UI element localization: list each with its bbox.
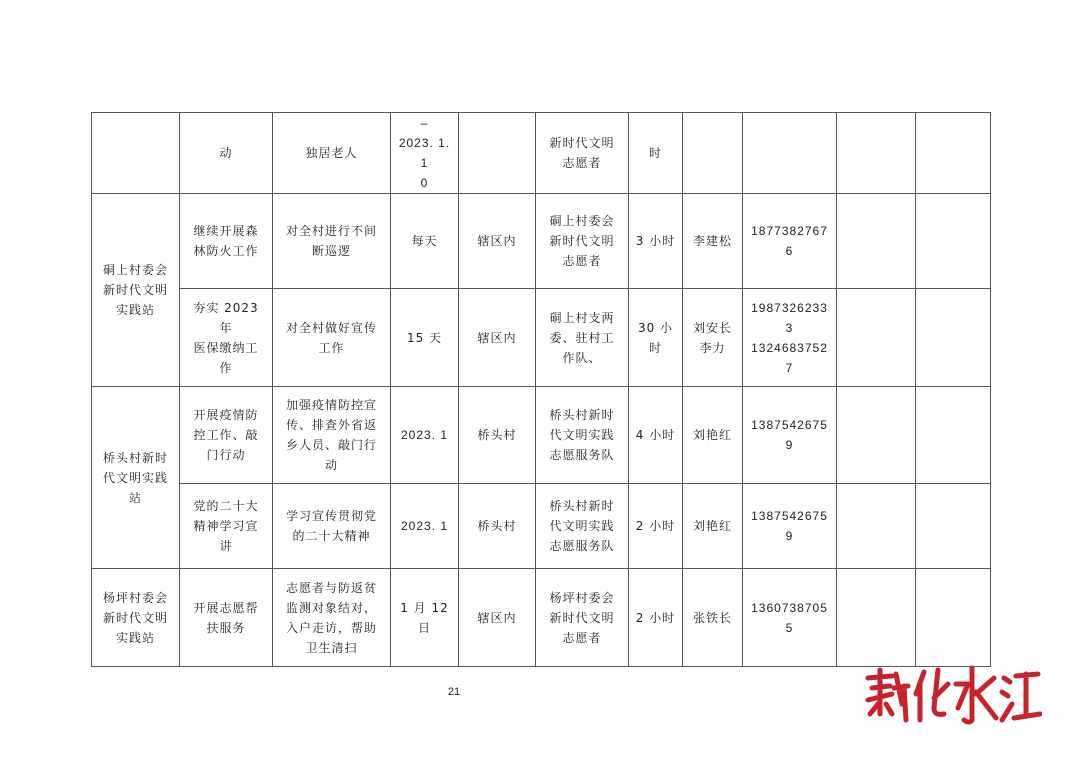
cell-station xyxy=(92,569,180,667)
cell-duration xyxy=(629,484,683,569)
cell-participants xyxy=(536,484,629,569)
cell-duration xyxy=(629,113,683,194)
cell-station xyxy=(92,113,180,194)
cell-text-line: 加强疫情防控宣 xyxy=(285,398,377,412)
cell-project xyxy=(180,484,273,569)
table-row xyxy=(92,387,991,484)
cell-text-line: 动 xyxy=(219,146,233,160)
cell-text-line: 1 月 12 xyxy=(400,600,449,615)
cell-text-line: 时 xyxy=(648,340,662,355)
cell-duration xyxy=(629,569,683,667)
cell-contact xyxy=(683,484,743,569)
cell-time xyxy=(391,569,459,667)
cell-text-line: 辖区内 xyxy=(477,234,517,248)
cell-text-line: 18773827676 xyxy=(751,224,828,258)
cell-text-line: – xyxy=(420,116,429,130)
cell-text-line: 作 xyxy=(219,360,233,375)
cell-phone xyxy=(743,569,837,667)
table-row xyxy=(92,194,991,289)
cell-text-line: 党的二十大 xyxy=(193,499,259,513)
table-row xyxy=(92,484,991,569)
cell-participants xyxy=(536,113,629,194)
cell-text-line: 新时代文明 xyxy=(549,234,615,248)
cell-content xyxy=(273,113,391,194)
cell-contact xyxy=(683,289,743,387)
cell-contact xyxy=(683,113,743,194)
cell-text-line: 张铁长 xyxy=(692,610,732,625)
page-number: 21 xyxy=(447,686,461,698)
cell-text-line: 志愿服务队 xyxy=(549,448,615,462)
cell-text-line: 门行动 xyxy=(206,448,246,462)
cell-phone xyxy=(743,289,837,387)
cell-extra xyxy=(916,194,991,289)
cell-time xyxy=(391,113,459,194)
cell-text-line: 志愿服务队 xyxy=(549,539,615,553)
cell-text-line: 19873262333 xyxy=(751,300,828,335)
cell-text-line: 开展疫情防 xyxy=(193,408,259,422)
cell-text-line: 刘安长 xyxy=(692,320,732,335)
cell-text-line: 13607387055 xyxy=(751,600,828,635)
cell-text-line: 扶服务 xyxy=(206,620,246,635)
cell-time xyxy=(391,484,459,569)
cell-text-line: 3 小时 xyxy=(635,234,676,248)
cell-text-line: 每天 xyxy=(411,234,438,248)
cell-text-line: 2 小时 xyxy=(635,610,676,625)
cell-phone xyxy=(743,484,837,569)
cell-text-line: 实践站 xyxy=(115,630,155,645)
cell-extra xyxy=(916,113,991,194)
cell-participants xyxy=(536,289,629,387)
cell-text-line: 15 天 xyxy=(406,330,443,345)
cell-text-line: 乡人员、敲门行 xyxy=(285,438,377,452)
cell-contact xyxy=(683,569,743,667)
cell-content xyxy=(273,387,391,484)
activity-schedule-table xyxy=(91,112,991,667)
cell-text-line: 时 xyxy=(648,146,662,160)
cell-phone xyxy=(743,194,837,289)
cell-text-line: 13875426759 xyxy=(751,418,828,452)
cell-text-line: 志愿者 xyxy=(562,156,602,170)
cell-project xyxy=(180,289,273,387)
cell-text-line: 林防火工作 xyxy=(193,244,259,258)
cell-extra xyxy=(837,484,916,569)
cell-text-line: 2 小时 xyxy=(635,519,676,533)
cell-text-line: 独居老人 xyxy=(305,146,358,160)
cell-text-line: 医保缴纳工 xyxy=(193,340,259,355)
cell-text-line: 桥头村新时 xyxy=(549,499,615,513)
cell-text-line: 监测对象结对， xyxy=(285,600,377,615)
cell-content xyxy=(273,289,391,387)
cell-extra xyxy=(837,113,916,194)
cell-location xyxy=(459,194,536,289)
cell-text-line: 硐上村委会 xyxy=(549,214,615,228)
cell-content xyxy=(273,194,391,289)
cell-contact xyxy=(683,387,743,484)
cell-text-line: 学习宣传贯彻党 xyxy=(285,509,377,523)
cell-project xyxy=(180,194,273,289)
cell-text-line: 刘艳红 xyxy=(692,519,732,533)
cell-participants xyxy=(536,569,629,667)
cell-text-line: 工作 xyxy=(318,340,345,355)
cell-text-line: 的二十大精神 xyxy=(292,529,371,543)
cell-text-line: 传、排查外省返 xyxy=(285,418,377,432)
cell-location xyxy=(459,289,536,387)
cell-text-line: 李力 xyxy=(699,340,726,355)
cell-text-line: 代文明实践 xyxy=(549,519,615,533)
cell-extra xyxy=(916,289,991,387)
cell-extra xyxy=(916,484,991,569)
table-row xyxy=(92,569,991,667)
cell-text-line: 代文明实践 xyxy=(102,470,168,485)
cell-text-line: 新时代文明 xyxy=(549,136,615,150)
cell-location xyxy=(459,387,536,484)
cell-extra xyxy=(837,387,916,484)
cell-time xyxy=(391,289,459,387)
cell-text-line: 控工作、敲 xyxy=(193,428,259,442)
cell-project xyxy=(180,387,273,484)
cell-text-line: 委、驻村工 xyxy=(549,330,615,345)
cell-participants xyxy=(536,387,629,484)
cell-text-line: 断巡逻 xyxy=(311,244,351,258)
cell-text-line: 对全村进行不间 xyxy=(285,224,377,238)
cell-text-line: 硐上村委会 xyxy=(102,263,168,277)
cell-text-line: 作队、 xyxy=(562,350,602,365)
cell-text-line: 卫生清扫 xyxy=(305,640,358,655)
cell-extra xyxy=(837,569,916,667)
cell-text-line: 桥头村 xyxy=(477,428,517,442)
cell-text-line: 杨坪村委会 xyxy=(549,590,615,605)
cell-text-line: 新时代文明 xyxy=(102,283,168,297)
cell-text-line: 新时代文明 xyxy=(549,610,615,625)
cell-content xyxy=(273,569,391,667)
cell-text-line: 辖区内 xyxy=(477,330,517,345)
cell-extra xyxy=(837,289,916,387)
cell-text-line: 志愿者 xyxy=(562,254,602,268)
cell-participants xyxy=(536,194,629,289)
cell-duration xyxy=(629,387,683,484)
cell-text-line: 动 xyxy=(324,458,338,472)
cell-text-line: 桥头村新时 xyxy=(102,450,168,465)
cell-text-line: 站 xyxy=(128,490,142,505)
cell-time xyxy=(391,387,459,484)
cell-time xyxy=(391,194,459,289)
cell-duration xyxy=(629,194,683,289)
cell-text-line: 30 小 xyxy=(637,320,674,335)
cell-location xyxy=(459,569,536,667)
cell-text-line: 实践站 xyxy=(115,303,155,317)
cell-extra xyxy=(916,569,991,667)
cell-text-line: 日 xyxy=(417,620,431,635)
cell-text-line: 夯实 2023 年 xyxy=(193,300,259,335)
calligraphy-strokes xyxy=(868,668,1040,722)
cell-text-line: 入户走访，帮助 xyxy=(285,620,377,635)
cell-location xyxy=(459,113,536,194)
cell-text-line: 4 小时 xyxy=(635,428,676,442)
cell-text-line: 辖区内 xyxy=(477,610,517,625)
cell-phone xyxy=(743,113,837,194)
cell-text-line: 代文明实践 xyxy=(549,428,615,442)
cell-extra xyxy=(916,387,991,484)
cell-station xyxy=(92,387,180,569)
cell-project xyxy=(180,569,273,667)
cell-text-line: 2023. 1 xyxy=(400,428,449,442)
cell-duration xyxy=(629,289,683,387)
cell-text-line: 开展志愿帮 xyxy=(193,600,259,615)
cell-text-line: 李建松 xyxy=(692,234,732,248)
cell-text-line: 2023. 1 xyxy=(400,519,449,533)
cell-text-line: 讲 xyxy=(219,539,233,553)
cell-text-line: 0 xyxy=(420,176,429,190)
cell-station xyxy=(92,194,180,387)
cell-contact xyxy=(683,194,743,289)
cell-text-line: 精神学习宣 xyxy=(193,519,259,533)
cell-text-line: 13875426759 xyxy=(751,509,828,543)
cell-content xyxy=(273,484,391,569)
cell-phone xyxy=(743,387,837,484)
table-row xyxy=(92,289,991,387)
cell-text-line: 硐上村支两 xyxy=(549,310,615,325)
cell-text-line: 志愿者与防返贫 xyxy=(285,580,377,595)
cell-text-line: 志愿者 xyxy=(562,630,602,645)
cell-text-line: 对全村做好宣传 xyxy=(285,320,377,335)
cell-text-line: 刘艳红 xyxy=(692,428,732,442)
cell-text-line: 杨坪村委会 xyxy=(102,590,168,605)
cell-location xyxy=(459,484,536,569)
cell-text-line: 新时代文明 xyxy=(102,610,168,625)
table-row xyxy=(92,113,991,194)
cell-text-line: 桥头村 xyxy=(477,519,517,533)
cell-text-line: 继续开展森 xyxy=(193,224,259,238)
cell-text-line: 桥头村新时 xyxy=(549,408,615,422)
cell-extra xyxy=(837,194,916,289)
watermark-logo xyxy=(862,664,1042,728)
cell-text-line: 13246837527 xyxy=(751,340,828,375)
cell-text-line: 2023. 1. 1 xyxy=(398,136,451,170)
cell-project xyxy=(180,113,273,194)
